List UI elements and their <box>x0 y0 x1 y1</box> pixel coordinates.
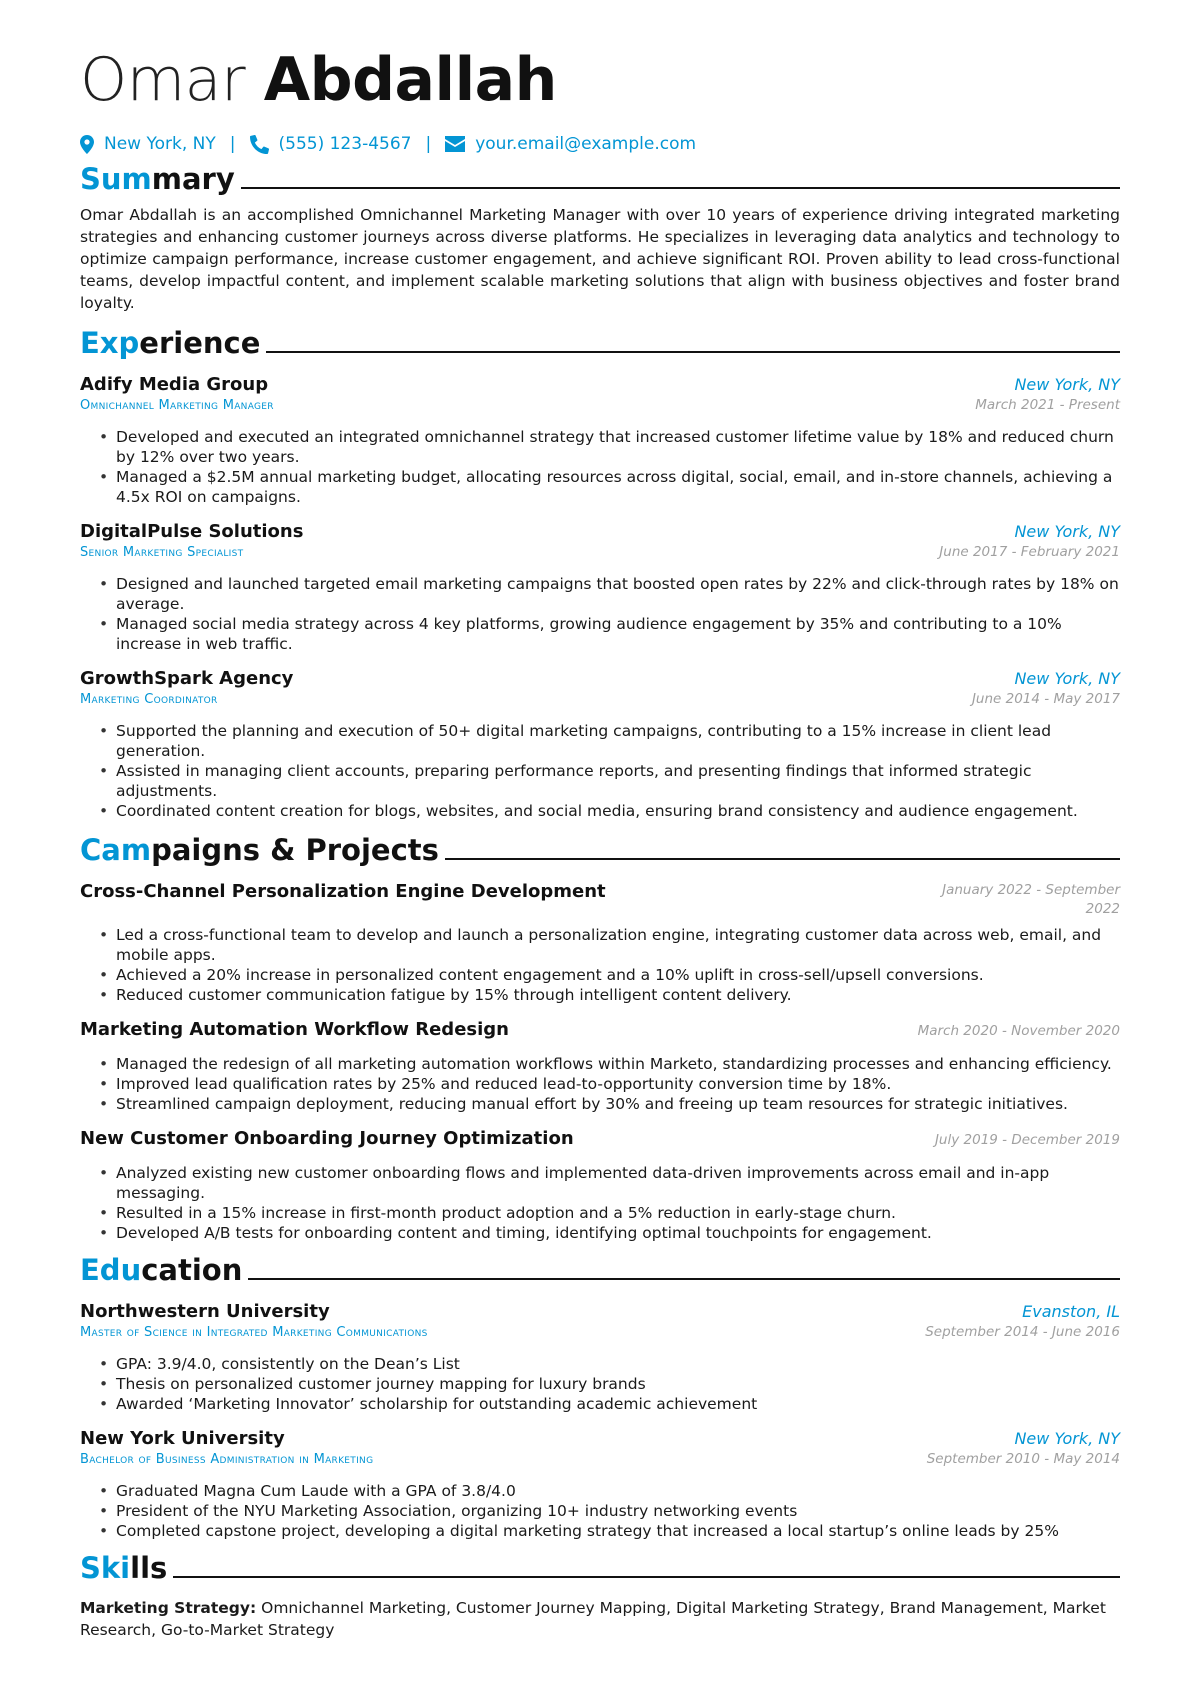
contact-phone[interactable] <box>250 134 412 154</box>
list-item: • President of the NYU Marketing Association, organizing 10+ industry networking events <box>116 1501 1120 1521</box>
education-header <box>80 1251 1120 1289</box>
list-item: • Completed capstone project, developing a digital marketing strategy that increased a local startup’s online leads by 25% <box>116 1521 1120 1541</box>
skills-header <box>80 1549 1120 1587</box>
list-item: • Managed social media strategy across 4 key platforms, growing audience engagement by 35% and contributing to a 10% increase in web traffic. <box>116 614 1120 654</box>
list-item: • Assisted in managing client accounts, preparing performance reports, and presenting findings that informed strategic adjustments. <box>116 761 1120 801</box>
school-location: Evanston, IL <box>1022 1302 1120 1321</box>
education-entry <box>80 1301 1120 1414</box>
contact-location <box>80 134 216 154</box>
projects-header <box>80 831 1120 869</box>
list-item: • Designed and launched targeted email marketing campaigns that boosted open rates by 22% and click-through rates by 18% on average. <box>116 574 1120 614</box>
education-entry <box>80 1428 1120 1541</box>
email-text: your.email@example.com <box>475 134 697 154</box>
project-name: Cross-Channel Personalization Engine Development <box>80 881 606 902</box>
school-name: Northwestern University <box>80 1301 330 1322</box>
list-item: • Coordinated content creation for blogs, websites, and social media, ensuring brand consistency and audience engagement. <box>116 801 1120 821</box>
list-item: • Managed the redesign of all marketing automation workflows within Marketo, standardizing processes and enhancing efficiency. <box>116 1054 1120 1074</box>
company-name: DigitalPulse Solutions <box>80 521 304 542</box>
list-item: • Analyzed existing new customer onboarding flows and implemented data-driven improvements across email and in-app messaging. <box>116 1163 1120 1203</box>
summary-header <box>80 160 1120 198</box>
location-text: New York, NY <box>104 134 216 154</box>
envelope-icon <box>445 136 465 152</box>
contact-email[interactable] <box>445 134 696 154</box>
project-entry <box>80 1019 1120 1114</box>
section-rule <box>266 351 1120 353</box>
school-bullets <box>80 1481 1120 1541</box>
first-name: Omar <box>80 45 246 115</box>
school-dates: September 2014 - June 2016 <box>925 1324 1120 1340</box>
skill-list: Omnichannel Marketing, Customer Journey Mapping, Digital Marketing Strategy, Brand Management, Market Research, Go-to-Market Strategy <box>80 1599 1106 1639</box>
project-entry <box>80 1128 1120 1243</box>
job-role: Omnichannel Marketing Manager <box>80 398 274 413</box>
list-item: • Developed A/B tests for onboarding content and timing, identifying optimal touchpoints for engagement. <box>116 1223 1120 1243</box>
section-title-summary: Summary <box>80 162 235 196</box>
experience-entry <box>80 521 1120 654</box>
contact-separator: | <box>229 134 236 154</box>
job-location: New York, NY <box>1014 522 1120 541</box>
project-bullets <box>80 1054 1120 1114</box>
section-rule <box>241 187 1120 189</box>
list-item: • Awarded ‘Marketing Innovator’ scholarship for outstanding academic achievement <box>116 1394 1120 1414</box>
list-item: • Led a cross-functional team to develop and launch a personalization engine, integrating customer data across web, email, and mobile apps. <box>116 925 1120 965</box>
skill-line <box>80 1597 1120 1641</box>
section-title-projects: Campaigns & Projects <box>80 833 439 867</box>
contact-separator: | <box>425 134 432 154</box>
summary-text: Omar Abdallah is an accomplished Omnichannel Marketing Manager with over 10 years of experience driving integrated marketing strategies and enhancing customer journeys across diverse platforms. He specializes in leveraging data analytics and technology to optimize campaign performance, increase customer engagement, and achieve significant ROI. Proven ability to lead cross-functional teams, develop impactful content, and implement scalable marketing solutions that align with business objectives and foster brand loyalty. <box>80 206 1120 312</box>
company-name: Adify Media Group <box>80 374 269 395</box>
section-rule <box>173 1576 1120 1578</box>
list-item: • Managed a $2.5M annual marketing budget, allocating resources across digital, social, email, and in-store channels, achieving a 4.5x ROI on campaigns. <box>116 467 1120 507</box>
list-item: • Graduated Magna Cum Laude with a GPA of 3.8/4.0 <box>116 1481 1120 1501</box>
contact-line <box>80 134 1120 154</box>
project-bullets <box>80 1163 1120 1243</box>
section-title-experience: Experience <box>80 326 261 360</box>
list-item: • Reduced customer communication fatigue by 15% through intelligent content delivery. <box>116 985 1120 1005</box>
candidate-name <box>80 44 1120 116</box>
job-dates: June 2017 - February 2021 <box>939 544 1120 560</box>
map-pin-icon <box>80 135 94 154</box>
job-dates: June 2014 - May 2017 <box>971 691 1120 707</box>
list-item: • Developed and executed an integrated omnichannel strategy that increased customer lifetime value by 18% and reduced churn by 12% over two years. <box>116 427 1120 467</box>
job-bullets <box>80 721 1120 821</box>
list-item: • Thesis on personalized customer journey mapping for luxury brands <box>116 1374 1120 1394</box>
project-entry <box>80 881 1120 1005</box>
section-title-education: Education <box>80 1253 243 1287</box>
experience-entry <box>80 374 1120 507</box>
section-title-skills: Skills <box>80 1551 168 1585</box>
project-dates: July 2019 - December 2019 <box>934 1132 1120 1148</box>
last-name: Abdallah <box>263 45 557 115</box>
degree: Master of Science in Integrated Marketing Communications <box>80 1325 428 1340</box>
job-role: Marketing Coordinator <box>80 692 218 707</box>
list-item: • Streamlined campaign deployment, reducing manual effort by 30% and freeing up team resources for strategic initiatives. <box>116 1094 1120 1114</box>
school-name: New York University <box>80 1428 285 1449</box>
experience-header <box>80 324 1120 362</box>
phone-icon <box>250 135 269 154</box>
degree: Bachelor of Business Administration in Marketing <box>80 1452 374 1467</box>
job-bullets <box>80 574 1120 654</box>
skill-label: Marketing Strategy: <box>80 1599 257 1617</box>
section-rule <box>445 858 1120 860</box>
project-name: Marketing Automation Workflow Redesign <box>80 1019 509 1040</box>
section-rule <box>248 1278 1120 1280</box>
list-item: • GPA: 3.9/4.0, consistently on the Dean’s List <box>116 1354 1120 1374</box>
list-item: • Supported the planning and execution of 50+ digital marketing campaigns, contributing to a 15% increase in client lead generation. <box>116 721 1120 761</box>
experience-entry <box>80 668 1120 821</box>
list-item: • Improved lead qualification rates by 25% and reduced lead-to-opportunity conversion time by 18%. <box>116 1074 1120 1094</box>
job-location: New York, NY <box>1014 375 1120 394</box>
job-role: Senior Marketing Specialist <box>80 545 244 560</box>
project-dates: January 2022 - September 2022 <box>942 882 1120 917</box>
job-location: New York, NY <box>1014 669 1120 688</box>
school-bullets <box>80 1354 1120 1414</box>
school-dates: September 2010 - May 2014 <box>926 1451 1120 1467</box>
company-name: GrowthSpark Agency <box>80 668 294 689</box>
job-dates: March 2021 - Present <box>975 397 1120 413</box>
project-name: New Customer Onboarding Journey Optimization <box>80 1128 574 1149</box>
project-bullets <box>80 925 1120 1005</box>
job-bullets <box>80 427 1120 507</box>
project-dates: March 2020 - November 2020 <box>917 1023 1120 1039</box>
list-item: • Resulted in a 15% increase in first-month product adoption and a 5% reduction in early-stage churn. <box>116 1203 1120 1223</box>
school-location: New York, NY <box>1014 1429 1120 1448</box>
phone-text: (555) 123-4567 <box>278 134 412 154</box>
list-item: • Achieved a 20% increase in personalized content engagement and a 10% uplift in cross-sell/upsell conversions. <box>116 965 1120 985</box>
